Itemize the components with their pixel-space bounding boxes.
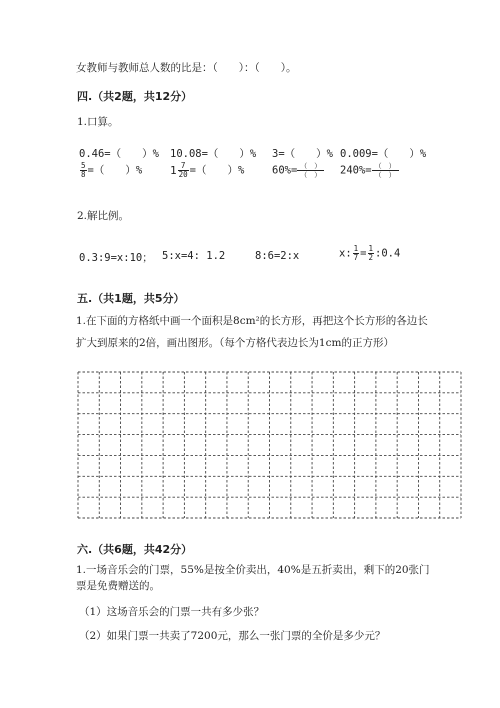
section-6-heading: 六.（共6题，共42分） [77,543,193,556]
proportion-item-2: 5:x=4: 1.2 [162,250,226,262]
sub-question-1: （1）这场音乐会的门票一共有多少张？ [79,606,265,618]
fraction-numerator: （ ） [297,162,324,171]
fraction-denominator: （ ） [300,171,322,179]
fraction-numerator: 5 [81,161,86,170]
calc-item-7-prefix: 60%= [272,164,298,177]
calc-item-3: 3=（ ）% [272,148,333,160]
calc-item-6 [170,162,244,179]
calc-item-8 [340,162,399,179]
proportion-item-4-suffix: :0.4 [375,247,401,260]
calc-item-5 [79,162,142,179]
sub-question-2: （2）如果门票一共卖了7200元，那么一张门票的全价是多少元？ [79,630,386,642]
proportion-item-4 [339,245,400,262]
fraction-1-2 [368,245,375,262]
fraction-denominator: 8 [81,170,86,179]
fraction-denominator: 2 [368,253,374,262]
calc-item-1: 0.46=（ ）% [79,148,159,160]
grid-paper[interactable] [77,371,462,519]
fraction-numerator: （ ） [372,162,399,171]
equals-sign: = [360,247,367,260]
ratio-question-line: 女教师与教师总人数的比是：（ ）：（ ）。 [76,62,297,74]
question-2-label: 2.解比例。 [77,210,130,222]
fraction-denominator: 20 [178,170,188,179]
fraction-denominator: （ ） [374,171,396,179]
proportion-item-3: 8:6=2:x [255,250,300,262]
fraction-numerator: 1 [368,244,374,253]
blank-fraction [372,162,399,179]
ticket-question-text: 1.一场音乐会的门票，55%是按全价卖出，40%是五折卖出，剩下的20张门票是免费赠送的。 [76,564,430,592]
calc-item-4: 0.009=（ ）% [340,148,427,160]
blank-fraction [297,162,324,179]
calc-item-7 [272,162,324,179]
section-5-heading: 五.（共1题，共5分） [77,292,185,305]
proportion-item-1: 0.3:9=x:10； [79,252,153,264]
fraction-1-7 [353,245,360,262]
section-4-heading: 四.（共2题，共12分） [77,90,193,103]
calc-item-2: 10.08=（ ）% [170,148,257,160]
fraction-7-20 [178,162,189,179]
question-1-label: 1.口算。 [77,116,119,128]
fraction-numerator: 1 [353,244,359,253]
grid-question-text: 1.在下面的方格纸中画一个面积是8cm²的长方形，再把这个长方形的各边长扩大到原来的2倍，画出图形。（每个方格代表边长为1cm的正方形） [76,315,428,349]
mixed-number-integer: 1 [170,164,177,177]
fraction-5-8 [80,162,87,179]
proportion-item-4-prefix: x: [339,247,352,260]
calc-item-5-rest: =（ ）% [87,164,143,177]
fraction-numerator: 7 [178,162,189,171]
fraction-denominator: 7 [353,253,359,262]
calc-item-8-prefix: 240%= [340,164,372,177]
calc-item-6-rest: =（ ）% [189,164,245,177]
